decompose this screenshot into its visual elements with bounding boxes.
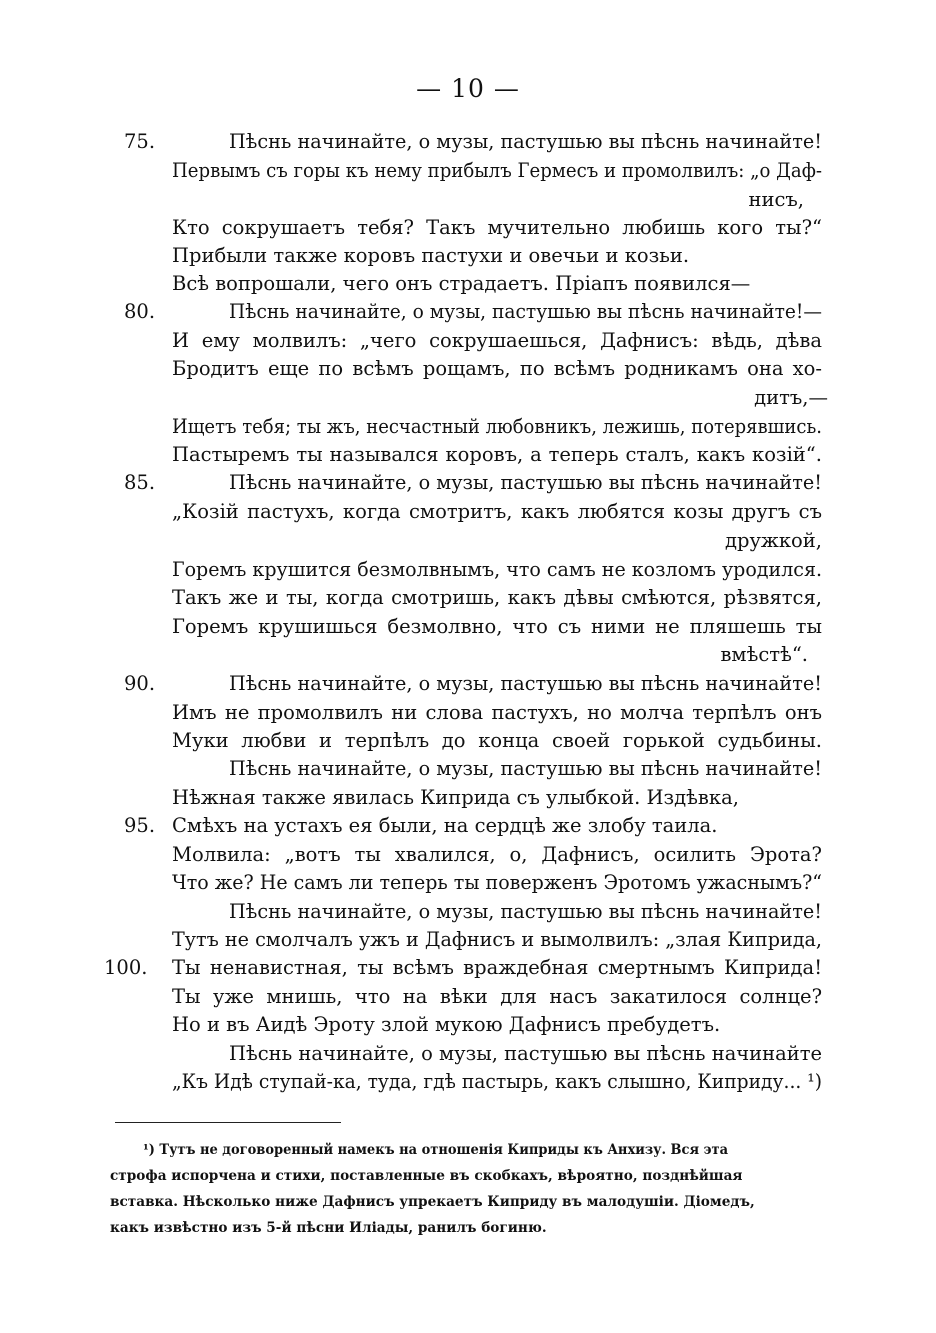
- verse-text: „Козій пастухъ, когда смотритъ, какъ любятся козы другъ съ: [172, 500, 823, 523]
- verse-text: Ты ненавистная, ты всѣмъ враждебная смертнымъ Киприда!: [172, 956, 823, 979]
- verse-text: Что же? Не самъ ли теперь ты поверженъ Эротомъ ужаснымъ?“: [172, 871, 823, 894]
- verse-line: [0, 898, 936, 926]
- footnote-line: ¹) Тутъ не договоренный намекъ на отношенія Киприды къ Анхизу. Вся эта: [143, 1142, 729, 1158]
- verse-text: Тутъ не смолчалъ ужъ и Дафнисъ и вымолвилъ: „злая Киприда,: [172, 928, 823, 951]
- page-number: — 10 —: [416, 74, 520, 103]
- verse-number: 95.: [124, 814, 156, 837]
- verse-text: Горемъ крушится безмолвнымъ, что самъ не козломъ уродился.: [172, 558, 822, 581]
- verse-text: Пѣснь начинайте, о музы, пастушью вы пѣснь начинайте!: [229, 757, 822, 780]
- verse-text: Кто сокрушаетъ тебя? Такъ мучительно любишь кого ты?“: [172, 216, 822, 239]
- verse-text: Пѣснь начинайте, о музы, пастушью вы пѣснь начинайте!: [229, 130, 822, 153]
- verse-line: [0, 755, 936, 783]
- verse-text: Смѣхъ на устахъ ея были, на сердцѣ же злобу таила.: [172, 814, 718, 837]
- verse-text: Первымъ съ горы къ нему прибылъ Гермесъ и промолвилъ: „о Даф-: [172, 159, 822, 182]
- verse-text: Такъ же и ты, когда смотришь, какъ дѣвы смѣются, рѣзвятся,: [172, 586, 822, 609]
- verse-text: Пѣснь начинайте, о музы, пастушью вы пѣснь начинайте!: [229, 672, 822, 695]
- verse-line: [0, 1068, 936, 1096]
- verse-line: [0, 699, 936, 727]
- verse-continuation: дружкой,: [724, 529, 822, 552]
- verse-line: [0, 355, 936, 383]
- verse-text: Ты уже мнишь, что на вѣки для насъ закатилося солнце?: [172, 985, 823, 1008]
- verse-line: [0, 812, 936, 840]
- verse-line: [0, 469, 936, 497]
- verse-continuation: нисъ,: [748, 188, 804, 211]
- footnote-divider: [115, 1122, 341, 1123]
- verse-line: [0, 641, 936, 669]
- verse-text: Горемъ крушишься безмолвно, что съ ними не пляшешь ты: [172, 615, 822, 638]
- verse-line: [0, 954, 936, 982]
- verse-line: [0, 186, 936, 214]
- verse-line: [0, 498, 936, 526]
- verse-line: [0, 327, 936, 355]
- verse-text: Ищетъ тебя; ты жъ, несчастный любовникъ, лежишь, потерявшись.: [172, 415, 822, 438]
- verse-continuation: дитъ,—: [754, 386, 828, 409]
- verse-line: [0, 926, 936, 954]
- verse-line: [0, 298, 936, 326]
- verse-line: [0, 613, 936, 641]
- verse-line: [0, 441, 936, 469]
- verse-text: Но и въ Аидѣ Эроту злой мукою Дафнисъ пребудетъ.: [172, 1013, 721, 1036]
- verse-text: Пѣснь начинайте, о музы, пастушью вы пѣснь начинайте: [229, 1042, 823, 1065]
- verse-continuation: вмѣстѣ“.: [720, 643, 808, 666]
- verse-text: „Къ Идѣ ступай-ка, туда, гдѣ пастырь, какъ слышно, Киприду... ¹): [172, 1070, 823, 1093]
- verse-line: [0, 841, 936, 869]
- verse-line: [0, 242, 936, 270]
- footnote-line: строфа испорчена и стихи, поставленные въ скобкахъ, вѣроятно, позднѣйшая: [110, 1168, 743, 1184]
- verse-text: Пѣснь начинайте, о музы, пастушью вы пѣснь начинайте!—: [229, 300, 823, 323]
- footnote-line: вставка. Нѣсколько ниже Дафнисъ упрекаетъ Киприду въ малодушіи. Діомедъ,: [110, 1194, 755, 1210]
- verse-text: Молвила: „вотъ ты хвалился, о, Дафнисъ, осилить Эрота?: [172, 843, 822, 866]
- verse-number: 100.: [104, 956, 148, 979]
- verse-line: [0, 556, 936, 584]
- verse-line: [0, 384, 936, 412]
- verse-line: [0, 128, 936, 156]
- verse-line: [0, 784, 936, 812]
- verse-line: [0, 1011, 936, 1039]
- verse-line: [0, 670, 936, 698]
- footnote-line: какъ извѣстно изъ 5-й пѣсни Иліады, ранилъ богиню.: [110, 1220, 547, 1236]
- verse-text: Бродитъ еще по всѣмъ рощамъ, по всѣмъ родникамъ она хо-: [172, 357, 823, 380]
- verse-text: Пѣснь начинайте, о музы, пастушью вы пѣснь начинайте!: [229, 471, 822, 494]
- verse-text: Прибыли также коровъ пастухи и овечьи и козьи.: [172, 244, 690, 267]
- verse-number: 80.: [124, 300, 156, 323]
- verse-line: [0, 869, 936, 897]
- verse-text: Нѣжная также явилась Киприда съ улыбкой. Издѣвка,: [172, 786, 739, 809]
- verse-line: [0, 1040, 936, 1068]
- verse-line: [0, 157, 936, 185]
- verse-number: 90.: [124, 672, 156, 695]
- verse-line: [0, 413, 936, 441]
- verse-line: [0, 983, 936, 1011]
- verse-line: [0, 214, 936, 242]
- verse-number: 75.: [124, 130, 156, 153]
- verse-text: Всѣ вопрошали, чего онъ страдаетъ. Пріапъ появился—: [172, 272, 751, 295]
- verse-text: Пѣснь начинайте, о музы, пастушью вы пѣснь начинайте!: [229, 900, 822, 923]
- verse-line: [0, 527, 936, 555]
- verse-line: [0, 270, 936, 298]
- verse-line: [0, 727, 936, 755]
- verse-text: Муки любви и терпѣлъ до конца своей горькой судьбины.: [172, 729, 822, 752]
- verse-text: Пастыремъ ты назывался коровъ, а теперь сталъ, какъ козій“.: [172, 443, 822, 466]
- verse-text: И ему молвилъ: „чего сокрушаешься, Дафнисъ: вѣдь, дѣва: [172, 329, 823, 352]
- verse-text: Имъ не промолвилъ ни слова пастухъ, но молча терпѣлъ онъ: [172, 701, 823, 724]
- verse-number: 85.: [124, 471, 156, 494]
- verse-line: [0, 584, 936, 612]
